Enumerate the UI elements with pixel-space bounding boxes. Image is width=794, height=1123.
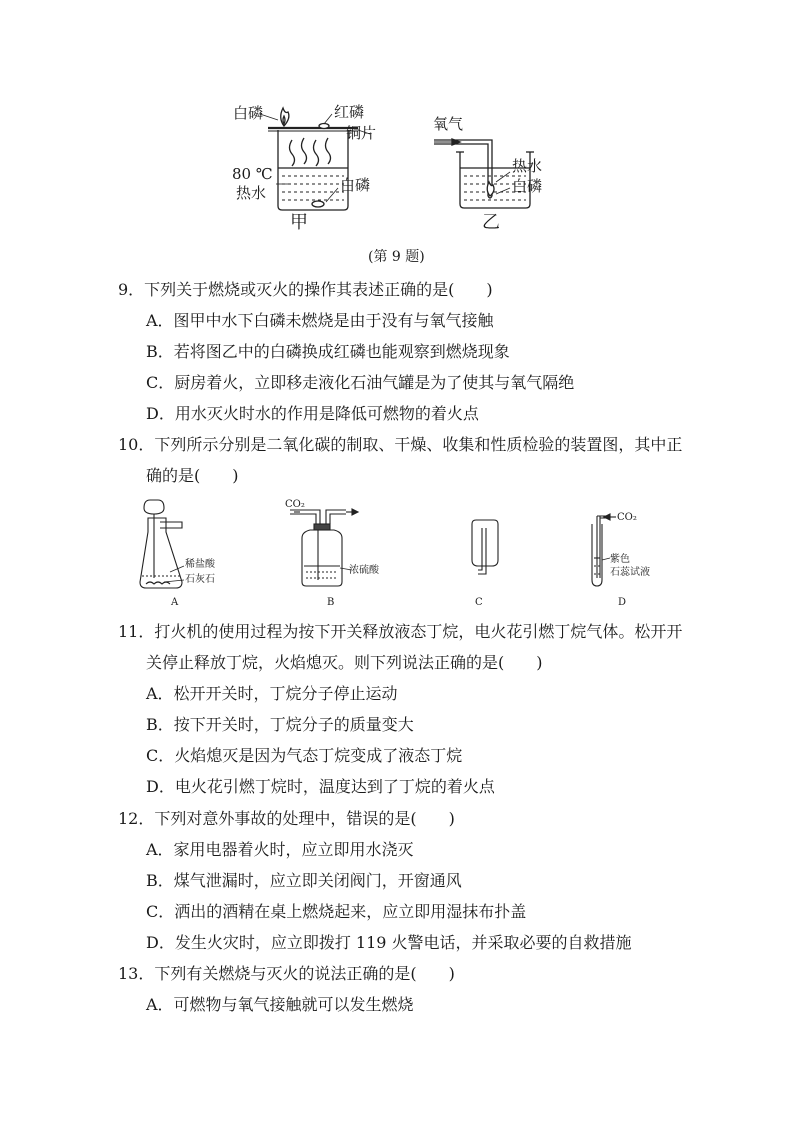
caption-a: A <box>171 597 179 608</box>
question-9-option-a: A．图甲中水下白磷未燃烧是由于没有与氧气接触 <box>146 311 494 330</box>
label-hot-water-yi: 热水 <box>512 157 543 175</box>
label-temperature: 80 ℃ <box>232 165 273 183</box>
caption-jia: 甲 <box>290 212 308 233</box>
label-red-phosphorus: 红磷 <box>334 103 365 121</box>
label-white-phosphorus-bottom: 白磷 <box>340 176 371 194</box>
question-12-option-c: C．洒出的酒精在桌上燃烧起来，应立即用湿抹布扑盖 <box>146 902 527 921</box>
question-9-option-c: C．厨房着火，立即移走液化石油气罐是为了使其与氧气隔绝 <box>146 373 575 392</box>
question-11-option-b: B．按下开关时，丁烷分子的质量变大 <box>146 715 414 734</box>
label-b-gas: CO₂ <box>285 499 305 510</box>
question-11-stem: 11．打火机的使用过程为按下开关释放液态丁烷，电火花引燃丁烷气体。松开开 <box>118 622 683 641</box>
label-d-color: 紫色 <box>610 554 630 565</box>
label-b-acid: 浓硫酸 <box>349 565 379 576</box>
apparatus-a <box>140 500 184 588</box>
question-10-stem: 10．下列所示分别是二氧化碳的制取、干燥、收集和性质检验的装置图，其中正 <box>118 435 683 454</box>
label-white-phosphorus-yi: 白磷 <box>512 177 543 195</box>
caption-d: D <box>618 597 627 608</box>
apparatus-b <box>290 509 358 586</box>
label-hot-water-jia: 热水 <box>236 184 267 202</box>
question-11-option-a: A．松开开关时，丁烷分子停止运动 <box>146 684 398 703</box>
question-11-option-c: C．火焰熄灭是因为气态丁烷变成了液态丁烷 <box>146 746 463 765</box>
apparatus-c <box>472 520 498 574</box>
question-10-stem-cont: 确的是( ) <box>146 466 239 485</box>
label-white-phosphorus-top: 白磷 <box>233 104 264 122</box>
question-9-stem: 9．下列关于燃烧或灭火的操作其表述正确的是( ) <box>118 280 493 299</box>
question-12-option-a: A．家用电器着火时，应立即用水浇灭 <box>146 840 414 859</box>
question-12-option-d: D．发生火灾时，应立即拨打 119 火警电话，并采取必要的自救措施 <box>146 933 632 952</box>
caption-yi: 乙 <box>482 212 500 233</box>
caption-c: C <box>475 597 483 608</box>
question-11-stem-cont: 关停止释放丁烷，火焰熄灭。则下列说法正确的是( ) <box>146 653 543 672</box>
question-12-stem: 12．下列对意外事故的处理中，错误的是( ) <box>118 809 455 828</box>
label-a-acid: 稀盐酸 <box>185 559 215 570</box>
question-13-option-a: A．可燃物与氧气接触就可以发生燃烧 <box>146 995 414 1014</box>
label-d-reagent: 石蕊试液 <box>610 567 650 578</box>
label-a-stone: 石灰石 <box>185 574 215 585</box>
figure-9-caption: (第 9 题) <box>368 249 425 265</box>
question-9-option-d: D．用水灭火时水的作用是降低可燃物的着火点 <box>146 404 479 423</box>
question-13-stem: 13．下列有关燃烧与灭火的说法正确的是( ) <box>118 964 455 983</box>
label-copper-sheet: 铜片 <box>346 124 377 142</box>
question-11-option-d: D．电火花引燃丁烷时，温度达到了丁烷的着火点 <box>146 777 495 796</box>
label-oxygen: 氧气 <box>433 115 464 133</box>
question-12-option-b: B．煤气泄漏时，应立即关闭阀门，开窗通风 <box>146 871 462 890</box>
label-d-gas: CO₂ <box>617 512 637 523</box>
question-9-option-b: B．若将图乙中的白磷换成红磷也能观察到燃烧现象 <box>146 342 510 361</box>
caption-b: B <box>327 597 335 608</box>
